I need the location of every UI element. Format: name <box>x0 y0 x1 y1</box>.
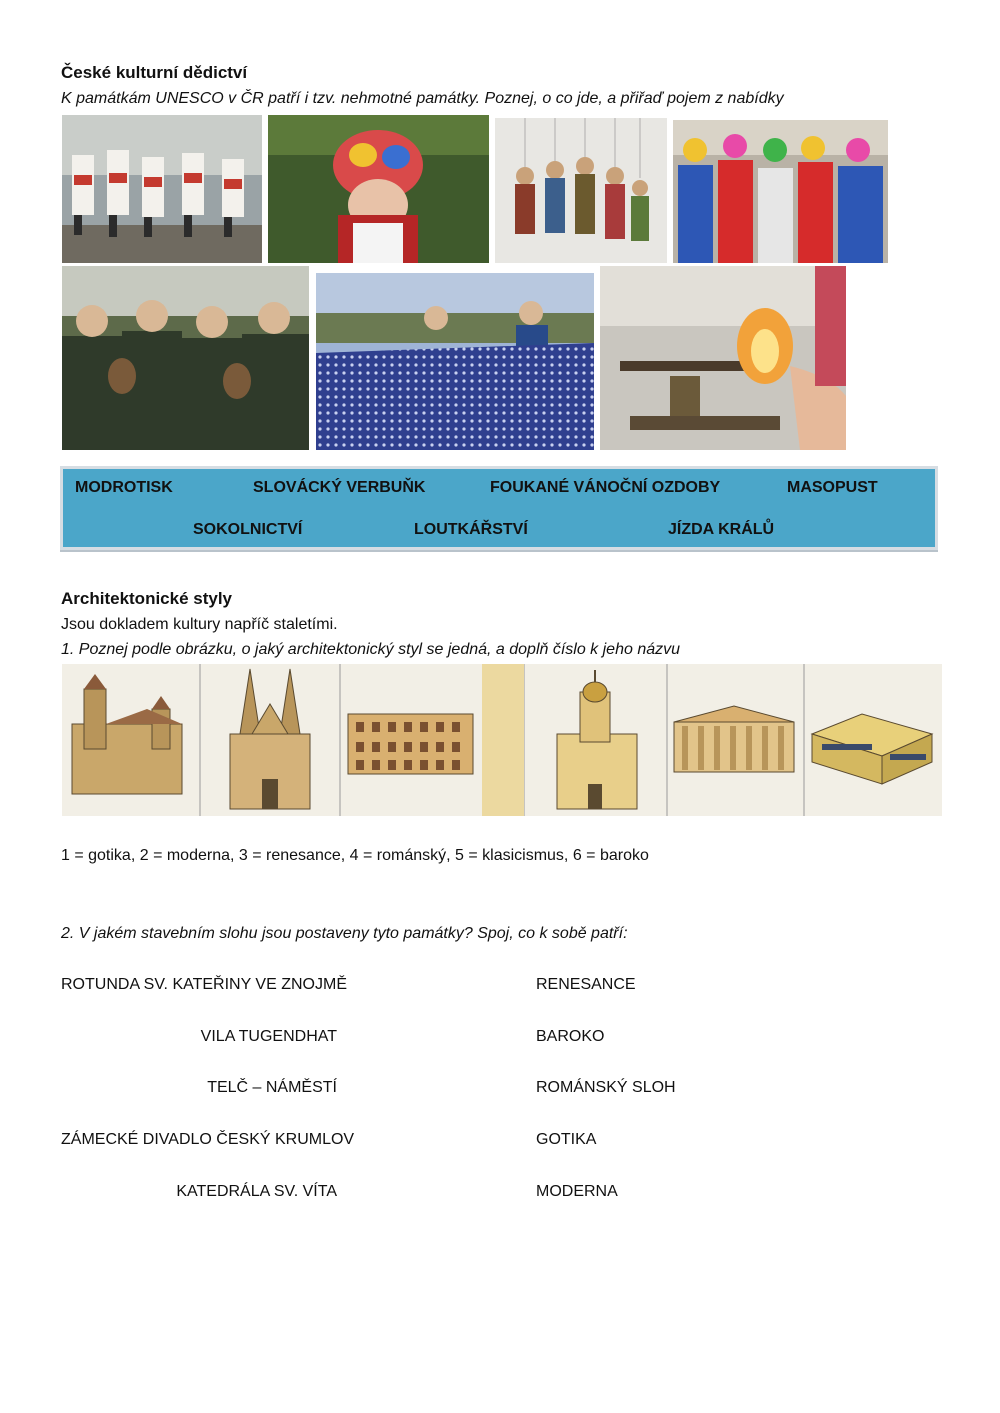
modern-building-icon <box>812 714 932 784</box>
baroque-building-icon <box>557 670 637 809</box>
romanesque-building-icon <box>72 674 182 794</box>
monument-item[interactable]: ZÁMECKÉ DIVADLO ČESKÝ KRUMLOV <box>61 1131 355 1148</box>
word-bank-item[interactable]: FOUKANÉ VÁNOČNÍ OZDOBY <box>490 479 721 496</box>
section-title-architecture: Architektonické styly <box>61 589 233 608</box>
gothic-building-icon <box>230 669 310 809</box>
word-bank-item[interactable]: SOKOLNICTVÍ <box>193 521 303 538</box>
blueprint-fabric-photo <box>316 273 594 450</box>
style-item[interactable]: RENESANCE <box>536 976 636 993</box>
style-item[interactable]: MODERNA <box>536 1183 618 1200</box>
styles-legend: 1 = gotika, 2 = moderna, 3 = renesance, 4 = románský, 5 = klasicismus, 6 = baroko <box>61 847 649 864</box>
glass-blowing-photo <box>600 266 846 450</box>
word-bank <box>60 466 938 550</box>
monument-item[interactable]: VILA TUGENDHAT <box>200 1028 337 1045</box>
style-item[interactable]: GOTIKA <box>536 1131 597 1148</box>
architecture-styles-illustration <box>62 664 942 816</box>
task-1-instruction: 1. Poznej podle obrázku, o jaký architektonický styl se jedná, a doplň číslo k jeho názvu <box>61 641 681 658</box>
word-bank-item[interactable]: JÍZDA KRÁLŮ <box>668 521 775 538</box>
renaissance-building-icon <box>348 714 473 774</box>
word-bank-item[interactable]: MODROTISK <box>75 479 173 496</box>
monument-item[interactable]: TELČ – NÁMĚSTÍ <box>207 1079 337 1096</box>
verbunk-dancers-photo <box>62 115 262 263</box>
classicism-building-icon <box>674 706 794 772</box>
task-2-instruction: 2. V jakém stavebním slohu jsou postaveny tyto památky? Spoj, co k sobě patří: <box>61 925 628 942</box>
word-bank-item[interactable]: SLOVÁCKÝ VERBUŇK <box>253 479 426 496</box>
masopust-carnival-photo <box>673 120 888 263</box>
marionettes-photo <box>495 118 667 263</box>
style-item[interactable]: ROMÁNSKÝ SLOH <box>536 1079 676 1096</box>
section-subtitle-heritage: K památkám UNESCO v ČR patří i tzv. nehmotné památky. Poznej, o co jde, a přiřaď pojem z nabídky <box>61 90 784 107</box>
word-bank-item[interactable]: LOUTKÁŘSTVÍ <box>414 521 528 538</box>
section-title-heritage: České kulturní dědictví <box>61 63 248 82</box>
word-bank-item[interactable]: MASOPUST <box>787 479 878 496</box>
style-item[interactable]: BAROKO <box>536 1028 605 1045</box>
monument-item[interactable]: KATEDRÁLA SV. VÍTA <box>176 1183 337 1200</box>
falconers-photo <box>62 266 309 450</box>
king-ride-costume-photo <box>268 115 489 263</box>
section-intro: Jsou dokladem kultury napříč staletími. <box>61 616 338 633</box>
monument-item[interactable]: ROTUNDA SV. KATEŘINY VE ZNOJMĚ <box>61 976 347 993</box>
